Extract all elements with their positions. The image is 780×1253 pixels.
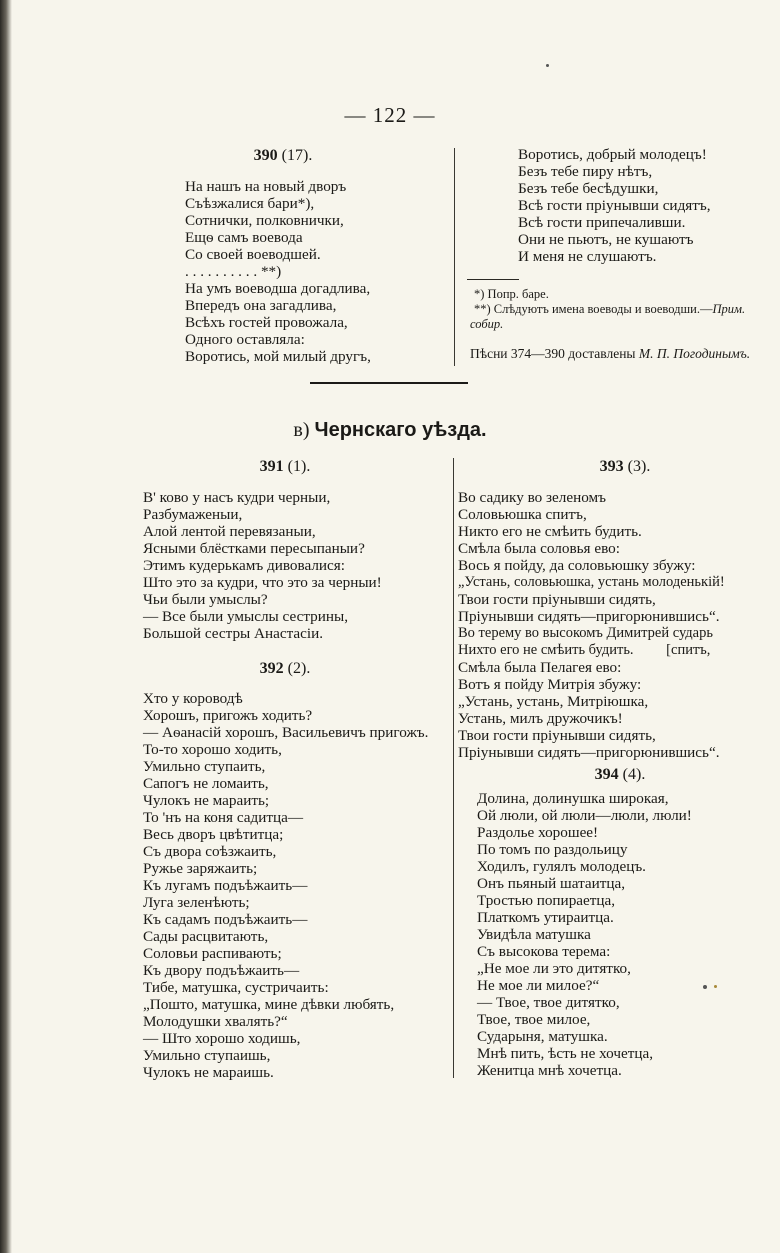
- verse-line: Во садику во зеленомъ: [458, 489, 607, 506]
- verse-line: Къ лугамъ подъѣжаить—: [143, 877, 308, 894]
- verse-line: Никто его не смѣить будить.: [458, 523, 642, 540]
- verse-line: Ой люли, ой люли—люли, люли!: [477, 807, 692, 824]
- verse-line: Воротись, мой милый другъ,: [185, 348, 371, 365]
- source-note-name: М. П. Погодинымъ.: [638, 346, 751, 361]
- poem-391-number: 391: [259, 458, 284, 475]
- verse-line: „Пошто, матушка, мине дѣвки любять,: [143, 996, 395, 1013]
- footnote-1: *) Попр. баре.: [474, 287, 549, 301]
- poem-393-heading: [520, 458, 730, 476]
- footnote-2-continuation: собир.: [470, 317, 504, 331]
- verse-line: Къ двору подъѣжаить—: [143, 962, 300, 979]
- column-divider-top: [454, 148, 455, 366]
- verse-line: То 'нъ на коня садитца—: [143, 809, 304, 826]
- verse-line: Умильно ступаишь,: [143, 1047, 271, 1064]
- footnote-2: [470, 302, 770, 317]
- verse-line: . . . . . . . . . . **): [185, 263, 282, 280]
- verse-line: Съ двора соѣзжаить,: [143, 843, 277, 860]
- section-heading: [0, 419, 780, 442]
- verse-line: На умъ воеводша догадлива,: [185, 280, 371, 297]
- poem-394-subnumber: (4).: [622, 766, 646, 783]
- source-note-text: Пѣсни 374—390 доставлены: [470, 346, 639, 361]
- poem-393-number: 393: [599, 458, 624, 475]
- verse-line: В' ково у насъ кудри черныи,: [143, 489, 331, 506]
- section-prefix: в): [293, 419, 310, 441]
- verse-line: По томъ по раздольицу: [477, 841, 628, 858]
- verse-line: Съ высокова терема:: [477, 943, 611, 960]
- page-number: — 122 —: [344, 103, 436, 127]
- verse-line: Всѣ гости пріунывши сидятъ,: [518, 197, 711, 214]
- poem-393-body: [458, 489, 725, 761]
- verse-line: Ясными блёстками пересыпаныи?: [143, 540, 365, 557]
- verse-line: Нихто его не смѣить будить. [спитъ,: [458, 642, 711, 658]
- verse-line: Разбумаженыи,: [143, 506, 243, 523]
- verse-line: — Што хорошо ходишь,: [143, 1030, 301, 1047]
- verse-line: Твои гости пріунывши сидять,: [458, 591, 656, 608]
- verse-line: Платкомъ утираитца.: [477, 909, 614, 926]
- verse-line: — Твое, твое дитятко,: [477, 994, 620, 1011]
- verse-line: Женитца мнѣ хочетца.: [477, 1062, 622, 1079]
- verse-line: Во терему во высокомъ Димитрей сударь: [458, 625, 713, 641]
- poem-390-heading: [183, 147, 383, 165]
- verse-line: Одного оставляла:: [185, 331, 305, 348]
- verse-line: Безъ тебе пиру нѣтъ,: [518, 163, 653, 180]
- verse-line: Тростью попираетца,: [477, 892, 616, 909]
- verse-line: Смѣла была Пелагея ево:: [458, 659, 622, 676]
- verse-line: Не мое ли милое?“: [477, 977, 600, 994]
- verse-line: Молодушки хвалять?“: [143, 1013, 288, 1030]
- poem-392-body: [143, 690, 428, 1081]
- verse-line: „Устань, устань, Митріюшка,: [458, 693, 649, 710]
- verse-line: Пріунывши сидять—пригорюнившись“.: [458, 744, 720, 761]
- verse-line: Соловьи распивають;: [143, 945, 282, 962]
- poem-390-right-column: [518, 146, 711, 265]
- verse-line: Соловьюшка спитъ,: [458, 506, 587, 523]
- source-note: [470, 346, 770, 361]
- poem-392-heading: [180, 660, 390, 678]
- verse-line: Долина, долинушка широкая,: [477, 790, 669, 807]
- page-edge-shadow: [0, 0, 12, 1253]
- verse-line: Большой сестры Анастасіи.: [143, 625, 324, 642]
- poem-394-number: 394: [594, 766, 619, 783]
- verse-line: Сударыня, матушка.: [477, 1028, 608, 1045]
- verse-line: И меня не слушаютъ.: [518, 248, 657, 265]
- poem-391-subnumber: (1).: [287, 458, 311, 475]
- verse-line: Вотъ я пойду Митрія збужу:: [458, 676, 642, 693]
- verse-line: Вось я пойду, да соловьюшку збужу:: [458, 557, 696, 574]
- poem-390-left-column: [185, 178, 371, 365]
- section-title: Чернскаго уѣзда.: [314, 419, 487, 441]
- verse-line: Твои гости пріунывши сидять,: [458, 727, 656, 744]
- verse-line: Всѣ гости припечаливши.: [518, 214, 686, 231]
- verse-line: Ходилъ, гулялъ молодецъ.: [477, 858, 646, 875]
- verse-line: Чулокъ не мараить;: [143, 792, 270, 809]
- poem-392-subnumber: (2).: [287, 660, 311, 677]
- verse-line: Чьи были умыслы?: [143, 591, 268, 608]
- verse-line: Они не пьютъ, не кушаютъ: [518, 231, 694, 248]
- poem-394-body: [477, 790, 692, 1079]
- verse-line: Со своей воеводшей.: [185, 246, 321, 263]
- verse-line: Воротись, добрый молодецъ!: [518, 146, 707, 163]
- verse-line: Раздолье хорошее!: [477, 824, 599, 841]
- ink-speck: [714, 985, 717, 988]
- verse-line: Увидѣла матушка: [477, 926, 591, 943]
- verse-line: Устань, милъ дружочикъ!: [458, 710, 623, 727]
- poem-391-heading: [180, 458, 390, 476]
- verse-line: Ещѳ самъ воевода: [185, 229, 303, 246]
- verse-line: Съѣзжалися бари*),: [185, 195, 315, 212]
- verse-line: Пріунывши сидять—пригорюнившись“.: [458, 608, 720, 625]
- column-divider-bottom: [453, 458, 454, 1078]
- footnote-2-abbr: Прим.: [712, 302, 746, 316]
- verse-line: На нашъ на новый дворъ: [185, 178, 347, 195]
- ink-speck: [703, 985, 707, 989]
- verse-line: То-то хорошо ходить,: [143, 741, 282, 758]
- verse-line: Што это за кудри, что это за черныи!: [143, 574, 382, 591]
- poem-392-number: 392: [259, 660, 284, 677]
- verse-line: Сады расцвитають,: [143, 928, 269, 945]
- footnotes: [470, 287, 770, 361]
- verse-line: Всѣхъ гостей провожала,: [185, 314, 348, 331]
- poem-390-number: 390: [253, 147, 278, 164]
- section-divider: [310, 382, 468, 384]
- verse-line: Смѣла была соловья ево:: [458, 540, 620, 557]
- verse-line: Хорошъ, пригожъ ходить?: [143, 707, 313, 724]
- verse-line: Сапогъ не ломаить,: [143, 775, 269, 792]
- verse-line: Весь дворъ цвѣтитца;: [143, 826, 284, 843]
- verse-line: Сотнички, полковнички,: [185, 212, 344, 229]
- verse-line: Къ садамъ подъѣжаить—: [143, 911, 308, 928]
- poem-391-body: [143, 489, 382, 642]
- verse-line: Впередъ она загадлива,: [185, 297, 337, 314]
- verse-line: Хто у короводѣ: [143, 690, 243, 707]
- verse-line: Чулокъ не мараишь.: [143, 1064, 274, 1081]
- verse-line: Твое, твое милое,: [477, 1011, 591, 1028]
- poem-393-subnumber: (3).: [627, 458, 651, 475]
- verse-line: Тибе, матушка, сустричаить:: [143, 979, 329, 996]
- verse-line: — Аѳанасій хорошъ, Васильевичъ пригожъ.: [143, 724, 429, 741]
- verse-line: „Не мое ли это дитятко,: [477, 960, 631, 977]
- verse-line: — Все были умыслы сестрины,: [143, 608, 349, 625]
- verse-line: „Устань, соловьюшка, устань молоденькій!: [458, 574, 725, 590]
- verse-line: Луга зеленѣють;: [143, 894, 250, 911]
- verse-line: Безъ тебе бесѣдушки,: [518, 180, 659, 197]
- verse-line: Онъ пьяный шатаитца,: [477, 875, 626, 892]
- verse-line: Умильно ступаить,: [143, 758, 266, 775]
- footnote-rule: [467, 279, 519, 280]
- verse-line: Этимъ кудерькамъ дивовалися:: [143, 557, 346, 574]
- poem-390-subnumber: (17).: [281, 147, 313, 164]
- poem-394-heading: [515, 766, 725, 784]
- verse-line: Мнѣ пить, ѣсть не хочетца,: [477, 1045, 653, 1062]
- verse-line: Алой лентой перевязаныи,: [143, 523, 316, 540]
- footnote-2-text: **) Слѣдуютъ имена воеводы и воеводши.—: [474, 302, 713, 316]
- ink-speck: [546, 64, 549, 67]
- verse-line: Ружье заряжаить;: [143, 860, 258, 877]
